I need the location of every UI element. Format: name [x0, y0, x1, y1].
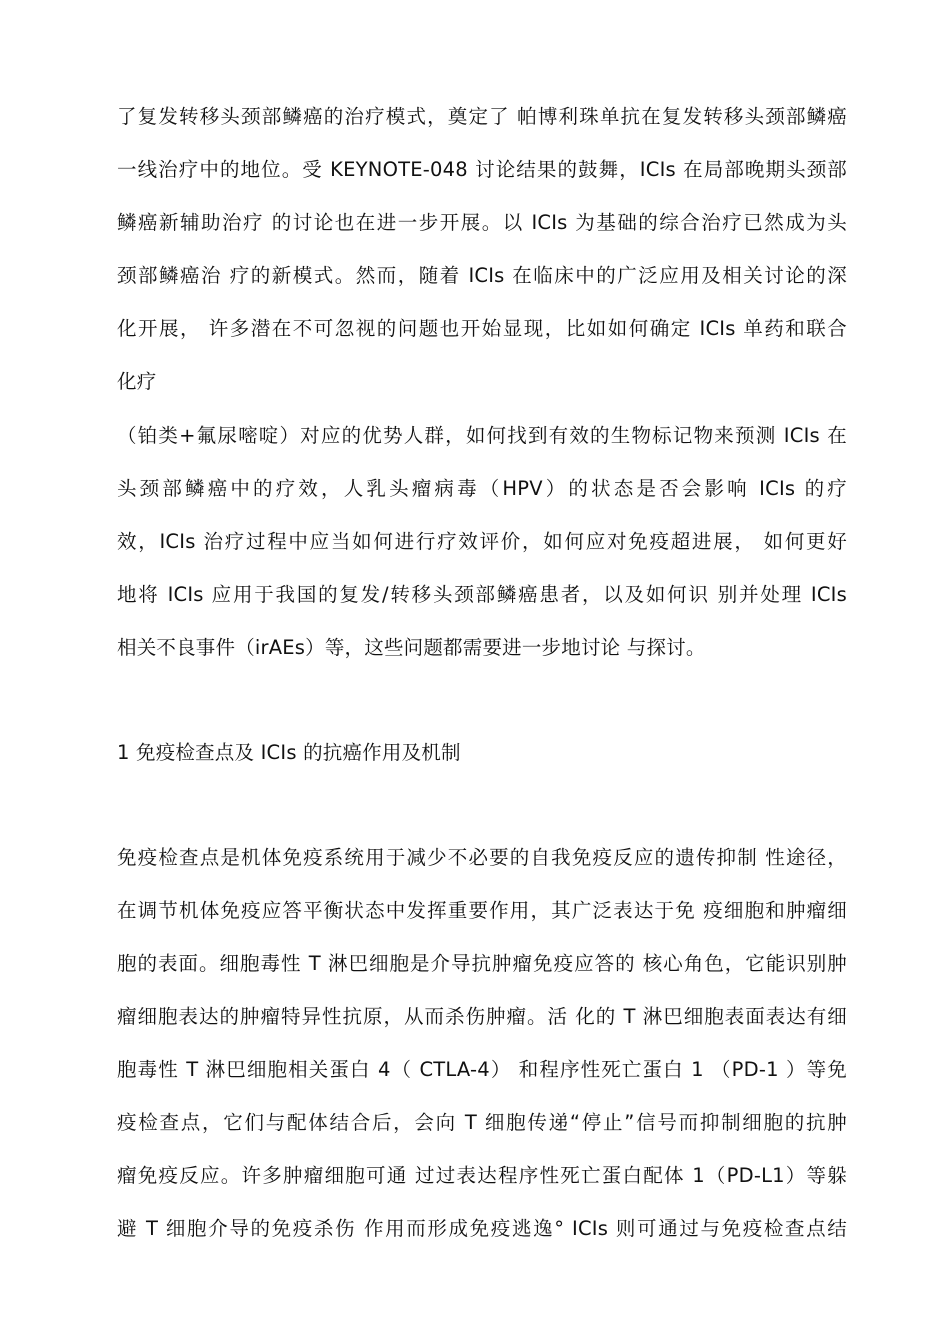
- paragraph-1-line: 鳞癌新辅助治疗 的讨论也在进一步开展。以 ICIs 为基础的综合治疗已然成为头: [117, 211, 847, 234]
- paragraph-3-line: 在调节机体免疫应答平衡状态中发挥重要作用，其广泛表达于免 疫细胞和肿瘤细: [117, 899, 847, 922]
- paragraph-1-line: 了复发转移头颈部鳞癌的治疗模式，奠定了 帕博利珠单抗在复发转移头颈部鳞癌: [117, 105, 847, 128]
- paragraph-3-line: 避 T 细胞介导的免疫杀伤 作用而形成免疫逃逸° ICIs 则可通过与免疫检查点结: [117, 1217, 847, 1240]
- paragraph-3-line: 胞毒性 T 淋巴细胞相关蛋白 4（ CTLA-4） 和程序性死亡蛋白 1 （PD-1 ）等免: [117, 1058, 847, 1081]
- paragraph-3-line: 瘤免疫反应。许多肿瘤细胞可通 过过表达程序性死亡蛋白配体 1（PD-L1）等躲: [117, 1164, 847, 1187]
- section-heading: 1 免疫检查点及 ICIs 的抗癌作用及机制: [117, 741, 461, 764]
- paragraph-2-line: 头颈部鳞癌中的疗效，人乳头瘤病毒（HPV）的状态是否会影响 ICIs 的疗: [117, 477, 847, 500]
- paragraph-1-line: 颈部鳞癌治 疗的新模式。然而，随着 ICIs 在临床中的广泛应用及相关讨论的深: [117, 264, 847, 287]
- paragraph-3-line: 免疫检查点是机体免疫系统用于减少不必要的自我免疫反应的遗传抑制 性途径，: [117, 846, 847, 869]
- paragraph-2-line: 地将 ICIs 应用于我国的复发/转移头颈部鳞癌患者，以及如何识 别并处理 ICIs: [117, 583, 847, 606]
- paragraph-2-line: 效，ICIs 治疗过程中应当如何进行疗效评价，如何应对免疫超进展， 如何更好: [117, 530, 847, 553]
- paragraph-3-line: 疫检查点，它们与配体结合后，会向 T 细胞传递“停止”信号而抑制细胞的抗肿: [117, 1111, 847, 1134]
- paragraph-1-line: 化开展， 许多潜在不可忽视的问题也开始显现，比如如何确定 ICIs 单药和联合: [117, 317, 847, 340]
- paragraph-2-line: 相关不良事件（irAEs）等，这些问题都需要进一步地讨论 与探讨。: [117, 636, 706, 659]
- paragraph-3-line: 瘤细胞表达的肿瘤特异性抗原，从而杀伤肿瘤。活 化的 T 淋巴细胞表面表达有细: [117, 1005, 847, 1028]
- paragraph-1-line: 一线治疗中的地位。受 KEYNOTE-048 讨论结果的鼓舞，ICIs 在局部晚期头颈部: [117, 158, 847, 181]
- paragraph-3-line: 胞的表面。细胞毒性 T 淋巴细胞是介导抗肿瘤免疫应答的 核心角色，它能识别肿: [117, 952, 847, 975]
- paragraph-1-line: 化疗: [117, 370, 157, 393]
- paragraph-2-line: （铂类+氟尿嘧啶）对应的优势人群，如何找到有效的生物标记物来预测 ICIs 在: [117, 424, 847, 447]
